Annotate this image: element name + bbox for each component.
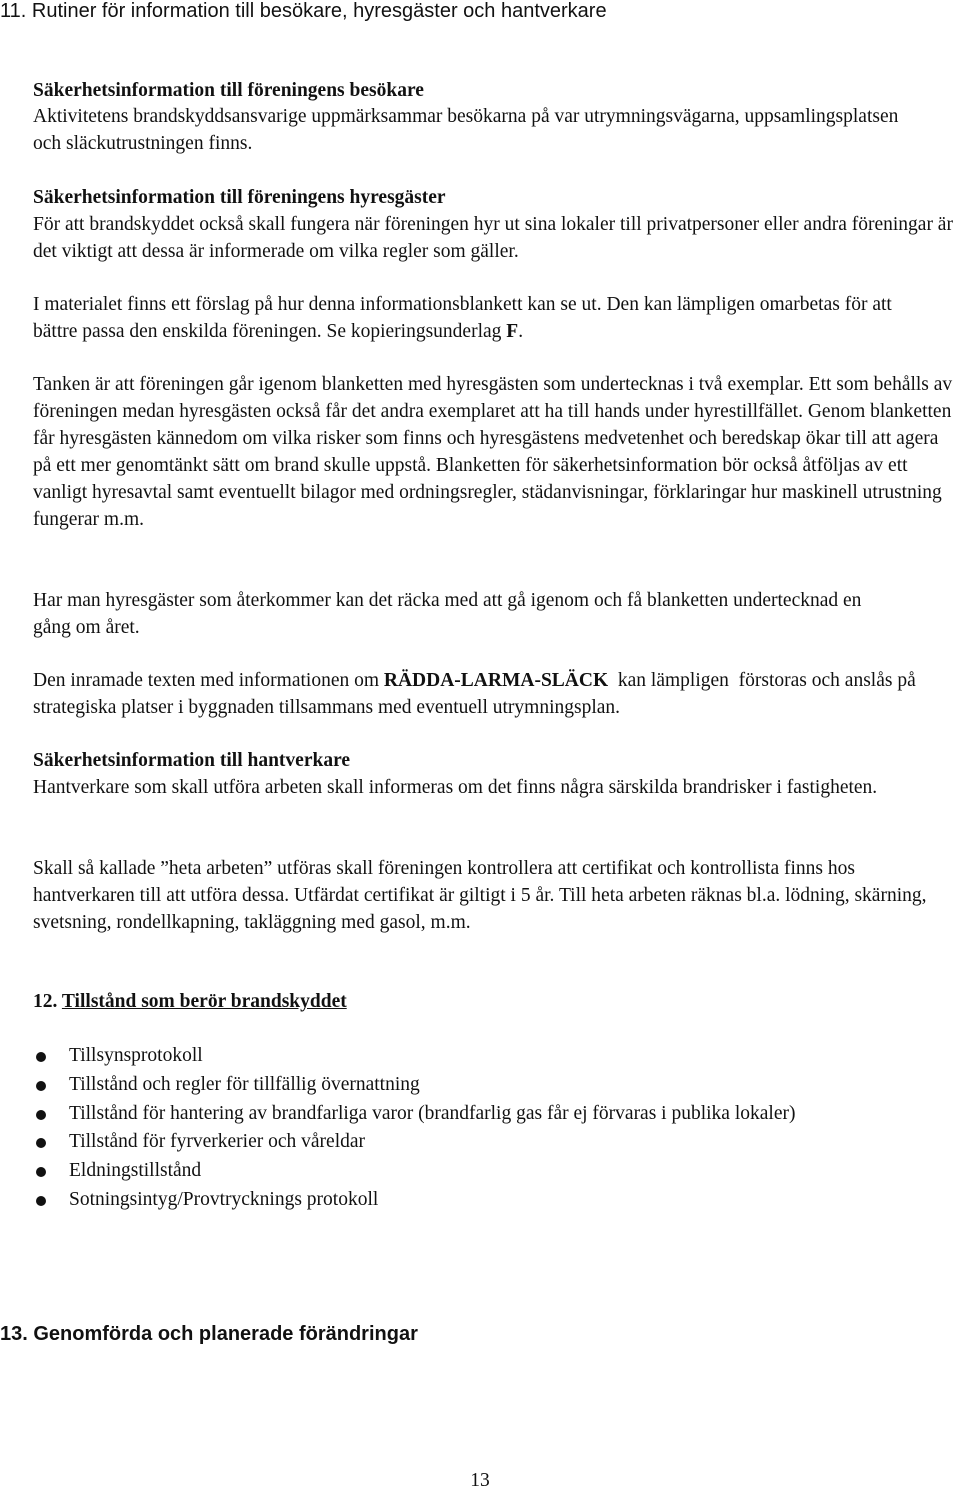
tenants-p5-end: kan lämpligen förstoras och anslås på strategiska platser i byggnaden tillsammans med eventuell utrymningsplan. <box>33 670 921 718</box>
list-item: Tillstånd för fyrverkerier och våreldar <box>33 1128 795 1157</box>
bullet-icon <box>36 1167 46 1177</box>
tenants-paragraph-4: Har man hyresgäster som återkommer kan det räcka med att gå igenom och få blanketten undertecknad en gång om året. <box>33 590 862 638</box>
craftsmen-title: Säkerhetsinformation till hantverkare <box>33 750 351 771</box>
page-number: 13 <box>470 1470 490 1491</box>
tenants-paragraph-5 <box>33 667 960 721</box>
section-12-number: 12. <box>33 991 58 1012</box>
tenants-paragraph-3: Tanken är att föreningen går igenom blanketten med hyresgästen som undertecknas i två exemplar. Ett som behålls av föreningen medan hyresgästen också får det andra exemplaret att ha till hands under hyrestillfället. Genom blanketten får hyresgästen kännedom om vilka risker som finns och hyresgästens medvetenhet och beredskap ökar till att agera på ett mer genomtänkt sätt om brand skulle uppstå. Blanketten för säkerhetsinformation bör också åtföljas av ett vanligt hyresavtal samt eventuellt bilagor med ordningsregler, städanvisningar, förklaringar hur maskinell utrustning fungerar m.m. <box>33 374 953 530</box>
list-item: Sotningsintyg/Provtrycknings protokoll <box>33 1186 795 1215</box>
radda-larma-slack: RÄDDA-LARMA-SLÄCK <box>383 670 609 691</box>
list-item: Tillsynsprotokoll <box>33 1042 795 1071</box>
permits-list <box>33 1042 795 1215</box>
tenants-p2-text: I materialet finns ett förslag på hur denna informationsblankett kan se ut. Den kan lämpligen omarbetas för att bättre passa den enskilda föreningen. Se kopieringsunderlag <box>33 294 892 342</box>
craftsmen-paragraph-1: Hantverkare som skall utföra arbeten skall informeras om det finns några särskilda brandrisker i fastigheten. <box>33 777 878 798</box>
bullet-icon <box>36 1052 46 1062</box>
list-item: Eldningstillstånd <box>33 1157 795 1186</box>
tenants-paragraph-2 <box>33 291 920 345</box>
tenants-paragraph-1: För att brandskyddet också skall fungera när föreningen hyr ut sina lokaler till privatpersoner eller andra föreningar är det viktigt att dessa är informerade om vilka regler som gäller. <box>33 214 953 262</box>
section-13-heading: 13. Genomförda och planerade förändringar <box>0 1323 418 1345</box>
visitors-text: Aktivitetens brandskyddsansvarige uppmärksammar besökarna på var utrymningsvägarna, uppsamlingsplatsen och släckutrustningen finns. <box>33 106 899 154</box>
tenants-title: Säkerhetsinformation till föreningens hyresgäster <box>33 187 446 208</box>
list-item: Tillstånd och regler för tillfällig övernattning <box>33 1071 795 1100</box>
visitors-title: Säkerhetsinformation till föreningens besökare <box>33 80 424 101</box>
tenants-p2-end: . <box>518 321 524 342</box>
bullet-icon <box>36 1110 46 1120</box>
tenants-p5-start: Den inramade texten med informationen om <box>33 670 384 691</box>
bullet-icon <box>36 1196 46 1206</box>
section-11-heading: 11. Rutiner för information till besökare, hyresgäster och hantverkare <box>0 0 607 22</box>
craftsmen-paragraph-2: Skall så kallade ”heta arbeten” utföras skall föreningen kontrollera att certifikat och kontrollista finns hos hantverkaren till att utföra dessa. Utfärdat certifikat är giltigt i 5 år. Till heta arbeten räknas bl.a. lödning, skärning, svetsning, rondellkapning, takläggning med gasol, m.m. <box>33 858 927 933</box>
section-12-title: Tillstånd som berör brandskyddet <box>61 991 347 1012</box>
bullet-icon <box>36 1138 46 1148</box>
list-item: Tillstånd för hantering av brandfarliga varor (brandfarlig gas får ej förvaras i publika lokaler) <box>33 1100 795 1129</box>
copy-template-letter: F <box>506 321 519 342</box>
bullet-icon <box>36 1081 46 1091</box>
section-12-heading <box>33 988 956 1015</box>
